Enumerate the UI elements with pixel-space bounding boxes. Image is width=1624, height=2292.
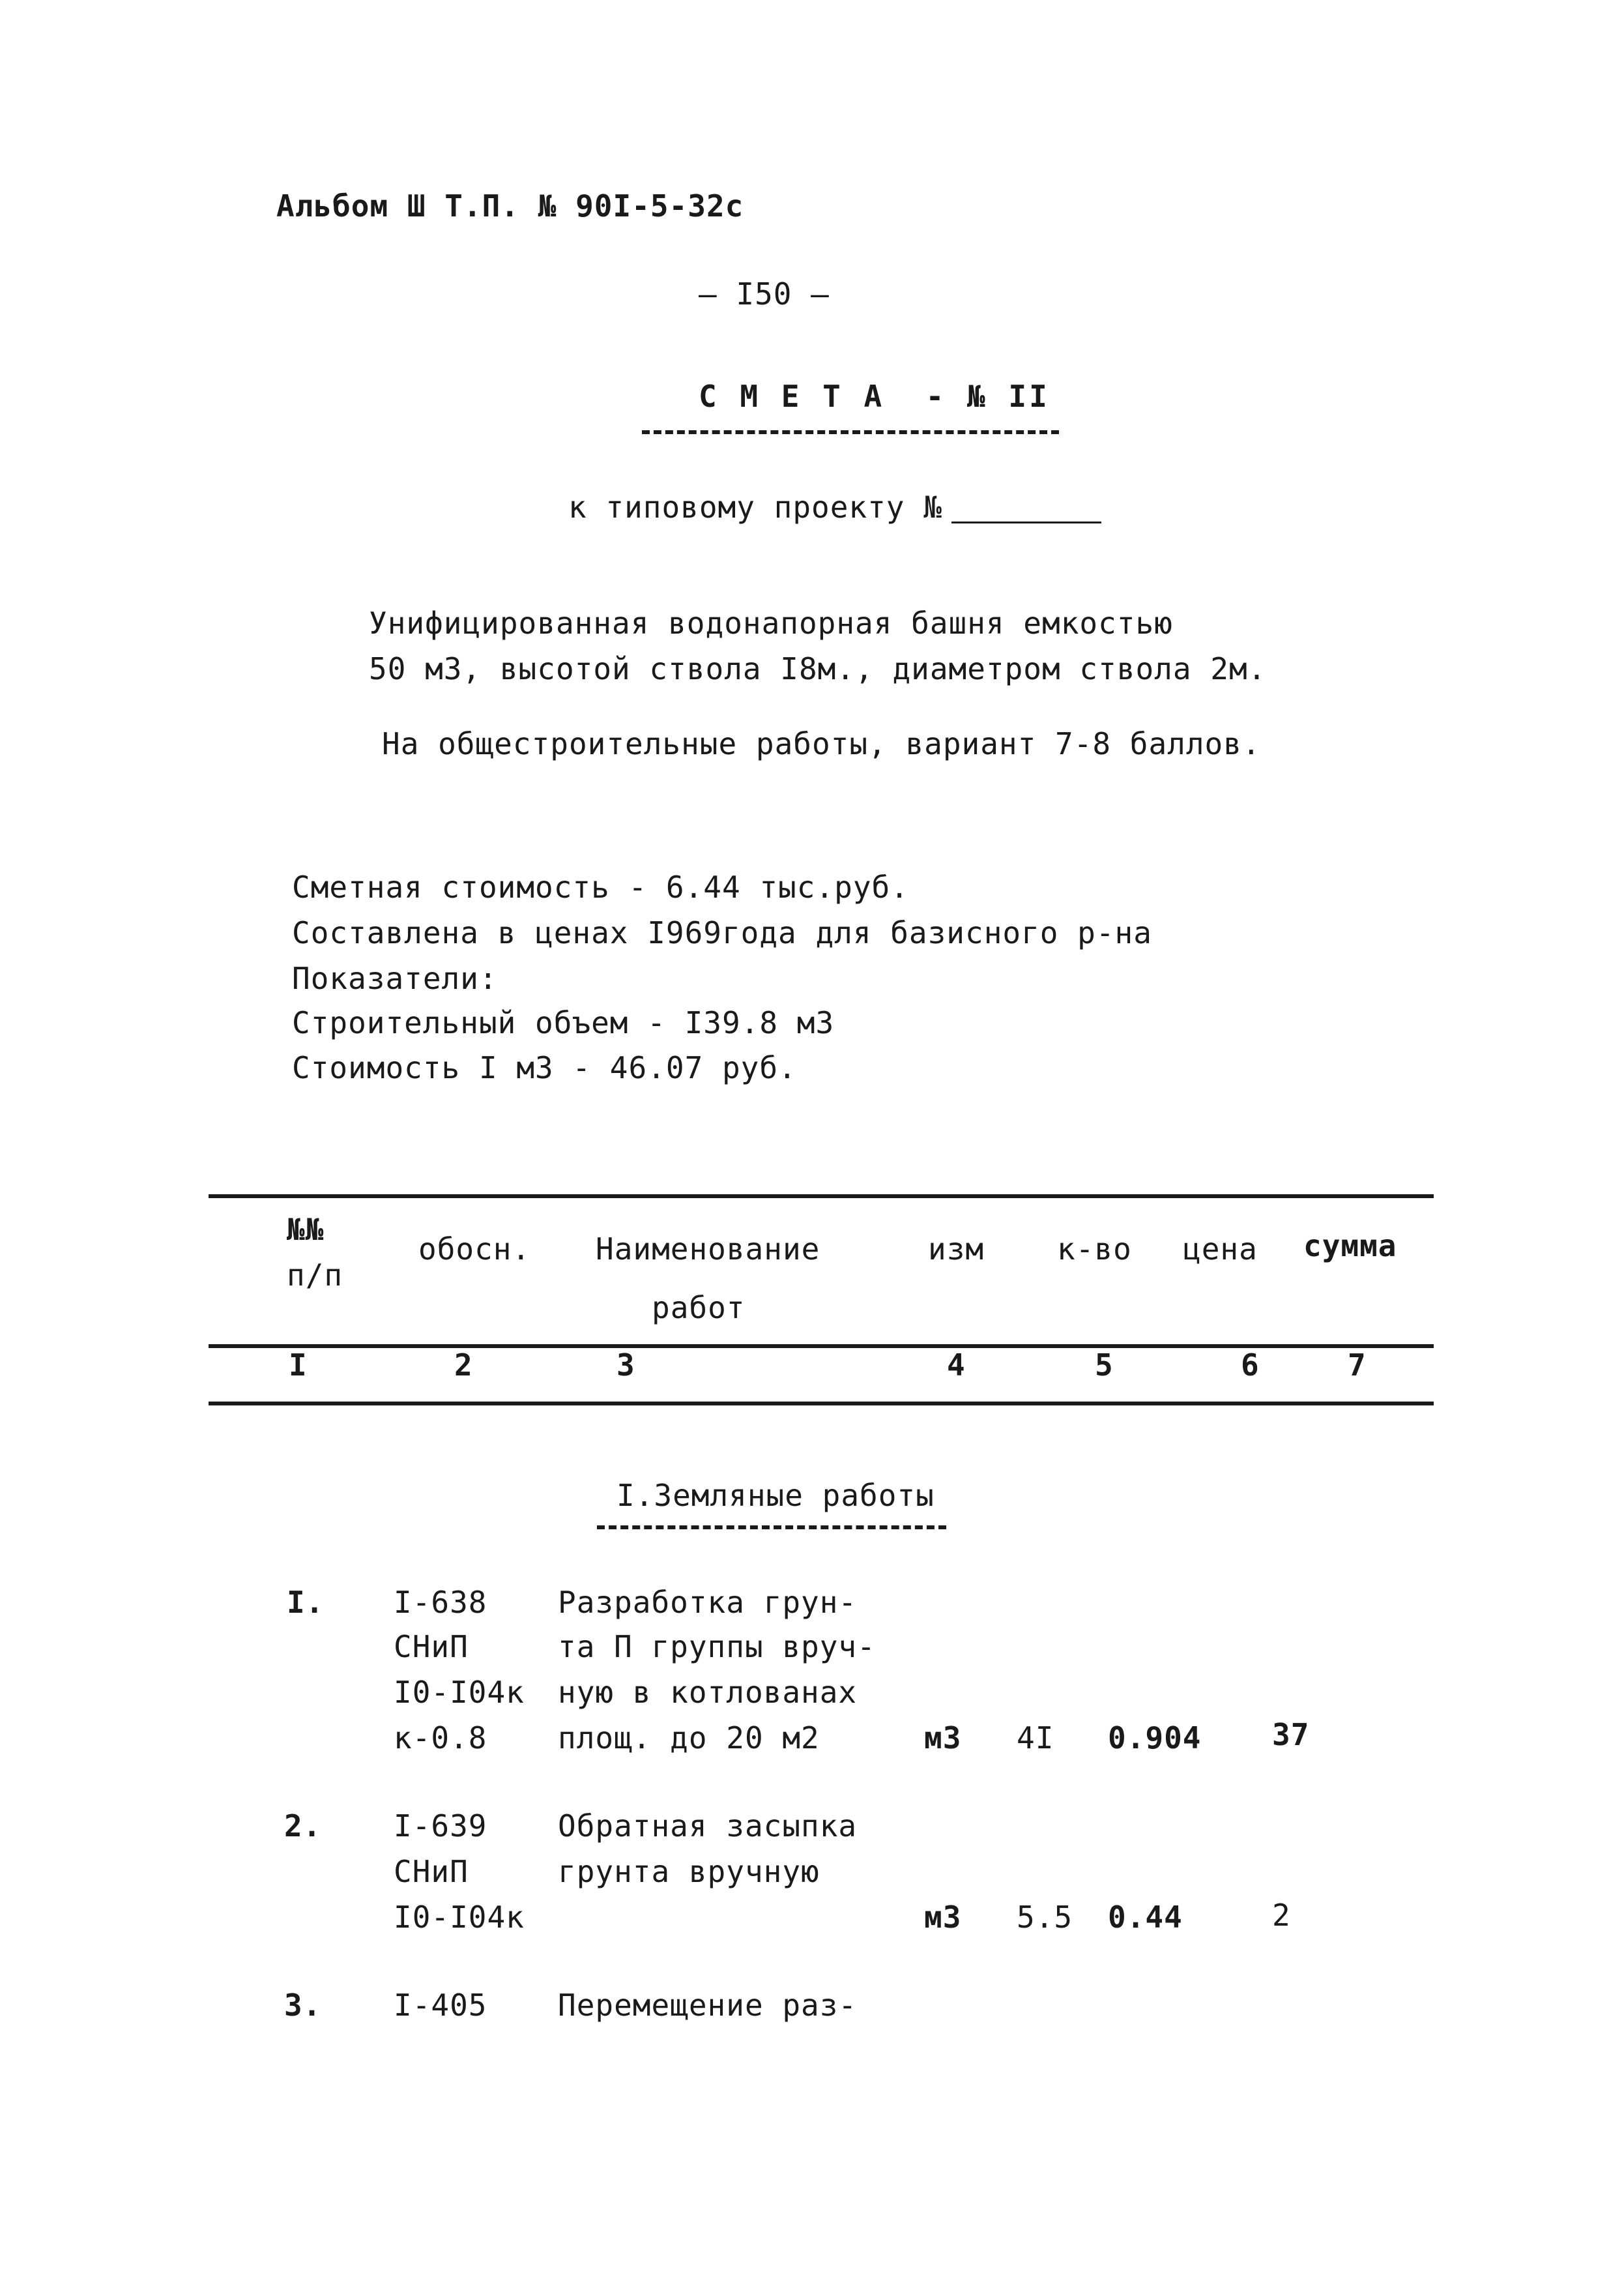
row-1-basis-2: СНиП: [394, 1629, 469, 1664]
row-1-name-2: та П группы вруч-: [558, 1629, 876, 1664]
column-number-5: 5: [1095, 1347, 1113, 1383]
row-1-basis-3: I0-I04к: [394, 1675, 525, 1710]
building-volume: Строительный объем - I39.8 м3: [292, 1005, 835, 1040]
row-2-unit: м3: [924, 1900, 962, 1935]
description-line-1: Унифицированная водонапорная башня емкостью: [369, 606, 1173, 641]
row-1-basis-4: к-0.8: [394, 1720, 487, 1756]
row-3-basis-1: I-405: [394, 1988, 487, 2023]
estimated-cost: Сметная стоимость - 6.44 тыс.руб.: [292, 870, 909, 905]
row-3-number: 3.: [284, 1988, 322, 2023]
album-reference: Альбом Ш Т.П. № 90I-5-32с: [276, 188, 744, 224]
row-1-name-4: площ. до 20 м2: [558, 1720, 820, 1756]
row-1-number: I.: [287, 1585, 325, 1620]
row-2-name-2: грунта вручную: [558, 1854, 820, 1889]
row-2-basis-2: СНиП: [394, 1854, 469, 1889]
row-1-name-3: ную в котлованах: [558, 1675, 858, 1710]
column-number-3: 3: [616, 1347, 635, 1383]
document-title: С М Е Т А - № II: [699, 379, 1050, 414]
page-number: — I50 —: [699, 276, 830, 312]
column-number-2: 2: [454, 1347, 472, 1383]
row-2-name-1: Обратная засыпка: [558, 1808, 858, 1844]
title-underline: [642, 430, 1059, 434]
header-num-line1: №№: [287, 1212, 325, 1247]
price-basis: Составлена в ценах I969года для базисного р-на: [292, 915, 1152, 950]
table-top-rule: [209, 1194, 1434, 1198]
header-num-line2: п/п: [287, 1257, 343, 1293]
row-1-price: 0.904: [1108, 1720, 1202, 1756]
header-sum: сумма: [1303, 1228, 1397, 1263]
header-price: цена: [1183, 1231, 1258, 1267]
row-2-sum: 2: [1272, 1898, 1291, 1933]
column-number-4: 4: [947, 1347, 965, 1383]
row-1-unit: м3: [924, 1720, 962, 1756]
project-reference-label: к типовому проекту №: [568, 490, 942, 525]
header-name-line1: Наименование: [596, 1231, 820, 1267]
row-1-sum: 37: [1272, 1717, 1310, 1752]
row-1-basis-1: I-638: [394, 1585, 487, 1620]
column-number-7: 7: [1348, 1347, 1366, 1383]
unit-cost: Стоимость I м3 - 46.07 руб.: [292, 1050, 797, 1085]
header-basis: обосн.: [418, 1231, 531, 1267]
row-2-number: 2.: [284, 1808, 322, 1844]
column-number-6: 6: [1241, 1347, 1259, 1383]
header-name-line2: работ: [652, 1290, 746, 1325]
row-2-price: 0.44: [1108, 1900, 1183, 1935]
table-numbers-rule: [209, 1402, 1434, 1405]
row-2-basis-1: I-639: [394, 1808, 487, 1844]
column-number-1: I: [289, 1347, 307, 1383]
description-line-3: На общестроительные работы, вариант 7-8 баллов.: [382, 726, 1261, 761]
row-3-name-1: Перемещение раз-: [558, 1988, 858, 2023]
row-1-qty: 4I: [1017, 1720, 1054, 1756]
row-1-name-1: Разработка грун-: [558, 1585, 858, 1620]
section-title: I.Земляные работы: [616, 1478, 935, 1513]
project-number-blank: [951, 522, 1101, 523]
header-qty: к-во: [1057, 1231, 1132, 1267]
indicators-label: Показатели:: [292, 961, 498, 996]
description-line-2: 50 м3, высотой ствола I8м., диаметром ствола 2м.: [369, 651, 1267, 686]
row-2-qty: 5.5: [1017, 1900, 1073, 1935]
section-title-underline: [597, 1525, 946, 1529]
header-unit: изм: [928, 1231, 985, 1267]
row-2-basis-3: I0-I04к: [394, 1900, 525, 1935]
